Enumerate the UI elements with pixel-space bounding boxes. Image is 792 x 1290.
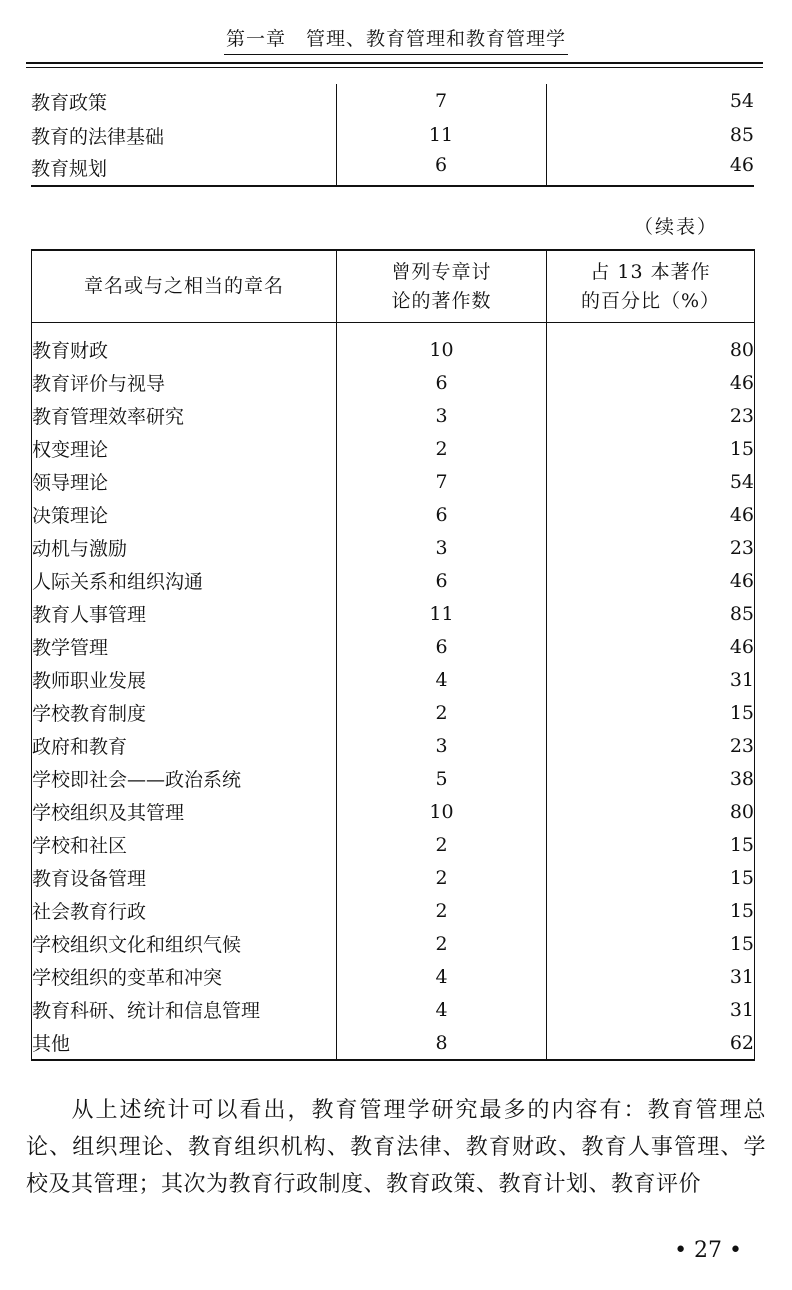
count-cell: 6	[337, 630, 547, 663]
percent-cell: 85	[547, 597, 755, 630]
chapter-name-cell: 教育管理效率研究	[32, 406, 185, 428]
count-cell: 11	[337, 597, 547, 630]
table-main-body	[32, 323, 755, 1061]
chapter-name-cell: 学校组织的变革和冲突	[32, 967, 223, 989]
count-cell: 6	[336, 152, 546, 186]
table-row	[32, 597, 755, 630]
table-row	[31, 84, 754, 118]
percent-cell: 54	[546, 84, 754, 118]
header-count	[337, 250, 547, 323]
percent-cell: 15	[547, 861, 755, 894]
count-cell: 2	[337, 696, 547, 729]
table-row	[32, 927, 755, 960]
chapter-name-cell: 教育财政	[32, 340, 109, 362]
count-cell: 2	[337, 828, 547, 861]
chapter-name-cell: 教育政策	[31, 91, 108, 114]
chapter-name-cell: 学校即社会——政治系统	[32, 769, 242, 791]
percent-cell: 46	[547, 630, 755, 663]
count-cell: 8	[337, 1026, 547, 1060]
chapter-name-cell: 教育规划	[31, 158, 108, 180]
count-cell: 2	[337, 432, 547, 465]
percent-cell: 23	[547, 531, 755, 564]
table-row	[32, 323, 755, 367]
table-row	[32, 663, 755, 696]
percent-cell: 23	[547, 729, 755, 762]
table-row	[32, 465, 755, 498]
table-row	[32, 960, 755, 993]
chapter-name-cell: 教师职业发展	[32, 670, 147, 692]
table-row	[32, 894, 755, 927]
count-cell: 4	[337, 960, 547, 993]
table-row	[32, 1026, 755, 1060]
table-row	[32, 762, 755, 795]
body-paragraph-text: 从上述统计可以看出，教育管理学研究最多的内容有：教育管理总论、组织理论、教育组织机构、教育法律、教育财政、教育人事管理、学校及其管理；其次为教育行政制度、教育政策、教育计划、教育评价	[26, 1098, 766, 1197]
chapter-name-cell: 人际关系和组织沟通	[32, 571, 204, 593]
count-cell: 4	[337, 993, 547, 1026]
count-cell: 6	[337, 366, 547, 399]
header-chapter-name-text: 章名或与之相当的章名	[83, 275, 284, 297]
percent-cell: 38	[547, 762, 755, 795]
table-row	[32, 399, 755, 432]
count-cell: 6	[337, 564, 547, 597]
chapter-name-cell: 其他	[32, 1033, 71, 1055]
table-row	[32, 861, 755, 894]
count-cell: 7	[337, 465, 547, 498]
table-row	[32, 729, 755, 762]
header-rule-thick	[26, 62, 763, 64]
running-head	[0, 24, 792, 55]
chapter-name-cell: 政府和教育	[32, 736, 128, 758]
percent-cell: 54	[547, 465, 755, 498]
percent-cell: 15	[547, 927, 755, 960]
chapter-name-cell: 社会教育行政	[32, 901, 147, 923]
percent-cell: 15	[547, 828, 755, 861]
count-cell: 10	[337, 323, 547, 367]
header-count-line1: 曾列专章讨	[391, 260, 492, 283]
count-cell: 10	[337, 795, 547, 828]
chapter-name-cell: 领导理论	[32, 472, 109, 494]
table-top-continuation	[31, 84, 754, 187]
continued-label: （续表）	[633, 216, 718, 238]
count-cell: 4	[337, 663, 547, 696]
percent-cell: 15	[547, 894, 755, 927]
count-cell: 3	[337, 531, 547, 564]
chapter-name-cell: 学校教育制度	[32, 703, 147, 725]
count-cell: 5	[337, 762, 547, 795]
percent-cell: 85	[546, 118, 754, 152]
chapter-name-cell: 教育评价与视导	[32, 373, 166, 395]
percent-cell: 62	[547, 1026, 755, 1060]
chapter-name-cell: 学校组织及其管理	[32, 802, 185, 824]
table-row	[31, 118, 754, 152]
chapter-name-cell: 学校和社区	[32, 835, 128, 857]
percent-cell: 23	[547, 399, 755, 432]
table-row	[32, 630, 755, 663]
chapter-name-cell: 动机与激励	[32, 538, 128, 560]
percent-cell: 15	[547, 696, 755, 729]
count-cell: 2	[337, 894, 547, 927]
table-row	[32, 432, 755, 465]
chapter-name-cell: 权变理论	[32, 439, 109, 461]
percent-cell: 80	[547, 795, 755, 828]
percent-cell: 80	[547, 323, 755, 367]
percent-cell: 15	[547, 432, 755, 465]
percent-cell: 46	[547, 498, 755, 531]
table-row	[32, 696, 755, 729]
chapter-name-cell: 教育人事管理	[32, 604, 147, 626]
percent-cell: 31	[547, 663, 755, 696]
count-cell: 6	[337, 498, 547, 531]
count-cell: 2	[337, 927, 547, 960]
count-cell: 3	[337, 729, 547, 762]
table-header-row	[32, 250, 755, 323]
header-percent-line1: 占 13 本著作	[590, 260, 711, 283]
table-row	[32, 531, 755, 564]
chapter-name-cell: 教育科研、统计和信息管理	[32, 1000, 261, 1022]
count-cell: 7	[336, 84, 546, 118]
percent-cell: 31	[547, 993, 755, 1026]
percent-cell: 31	[547, 960, 755, 993]
table-main	[31, 249, 755, 1061]
running-head-text: 第一章 管理、教育管理和教育管理学	[224, 24, 568, 55]
table-row	[32, 828, 755, 861]
table-row	[32, 564, 755, 597]
table-row	[32, 498, 755, 531]
chapter-name-cell: 教育设备管理	[32, 868, 147, 890]
header-count-line2: 论的著作数	[391, 289, 492, 312]
header-chapter-name	[32, 250, 337, 323]
body-paragraph	[26, 1092, 766, 1203]
percent-cell: 46	[547, 564, 755, 597]
count-cell: 3	[337, 399, 547, 432]
chapter-name-cell: 教学管理	[32, 637, 109, 659]
percent-cell: 46	[546, 152, 754, 186]
table-row	[32, 795, 755, 828]
table-row	[32, 993, 755, 1026]
page-number: • 27 •	[674, 1238, 742, 1263]
header-rule-thin	[26, 67, 763, 68]
chapter-name-cell: 学校组织文化和组织气候	[32, 934, 242, 956]
table-row	[32, 366, 755, 399]
count-cell: 11	[336, 118, 546, 152]
header-percent-line2: 的百分比（%）	[580, 289, 721, 312]
chapter-name-cell: 教育的法律基础	[31, 125, 165, 148]
header-percent	[547, 250, 755, 323]
chapter-name-cell: 决策理论	[32, 505, 109, 527]
table-row	[31, 152, 754, 186]
percent-cell: 46	[547, 366, 755, 399]
count-cell: 2	[337, 861, 547, 894]
